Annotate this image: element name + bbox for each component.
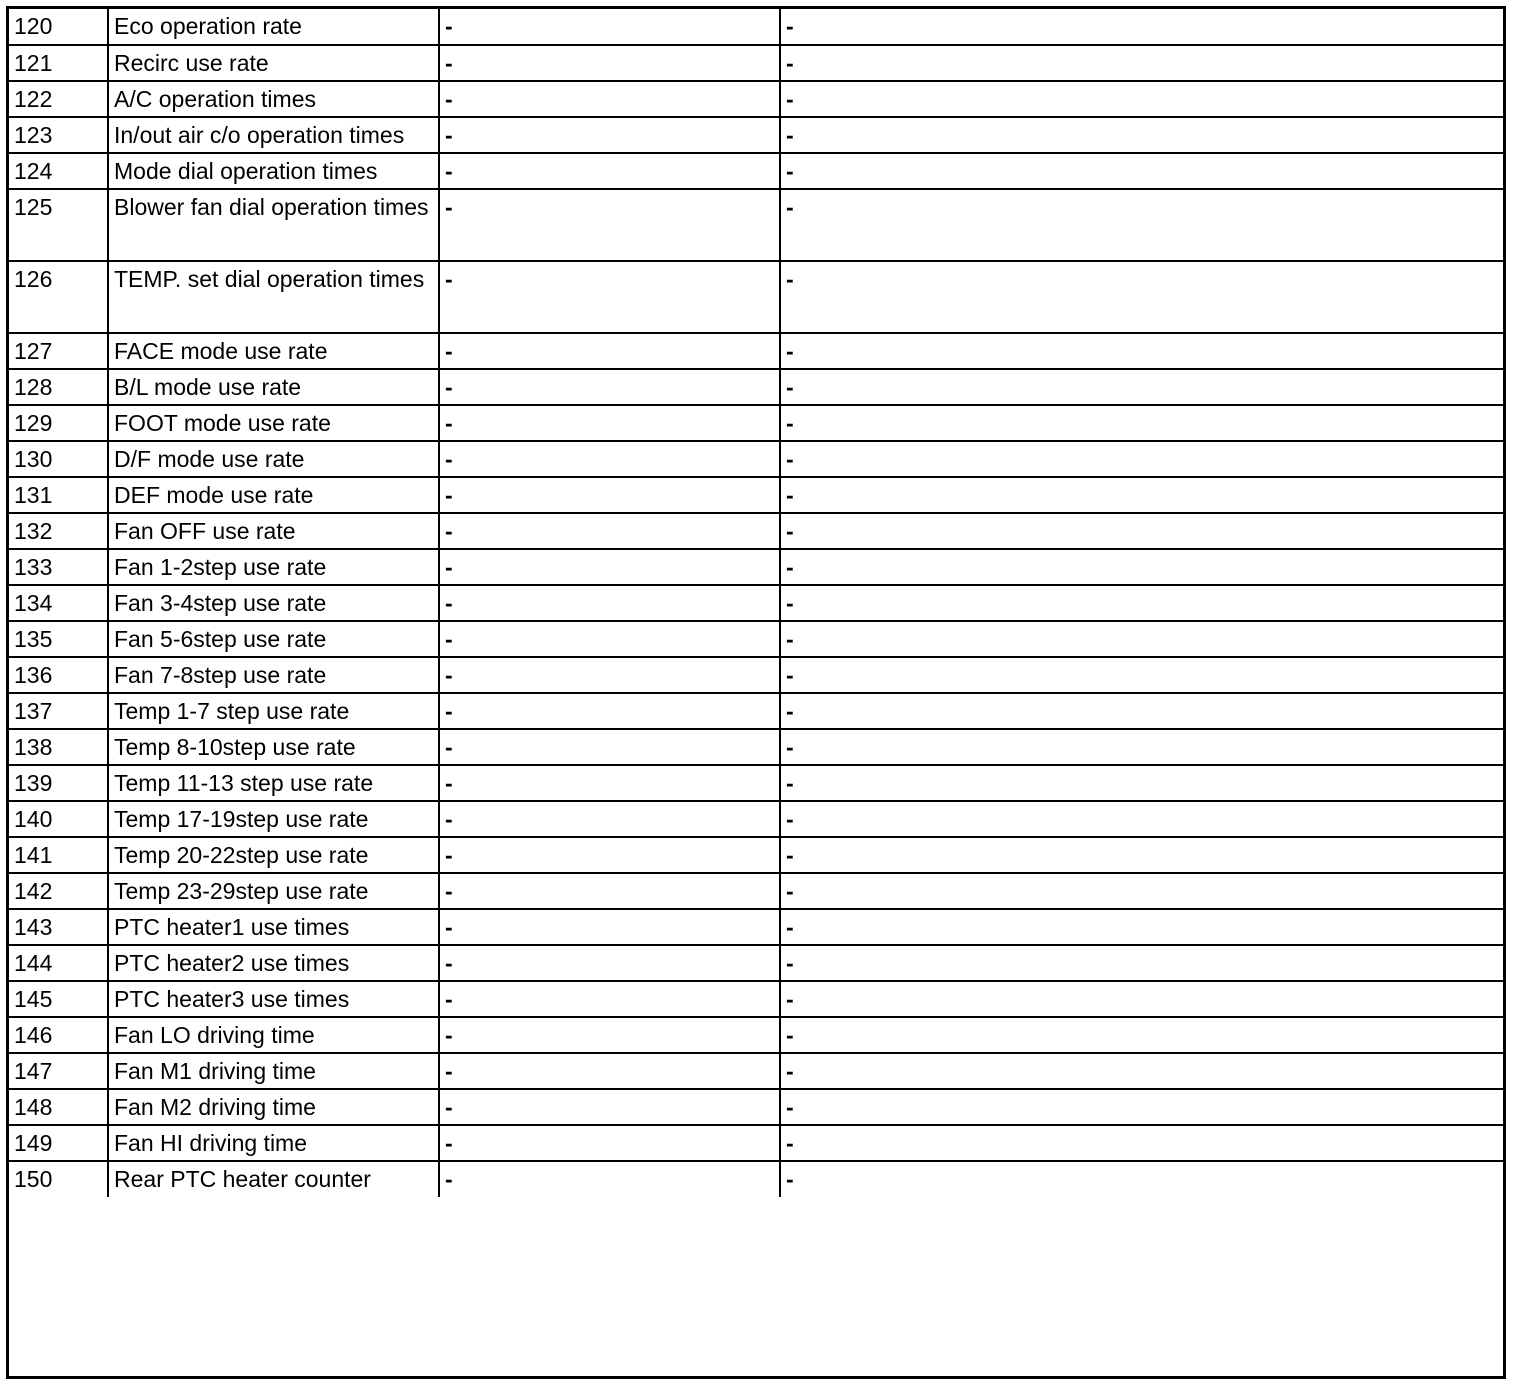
value-cell: - (780, 513, 1503, 549)
table-row (9, 657, 1503, 693)
value-cell: - (780, 873, 1503, 909)
value-cell: - (439, 873, 780, 909)
value-cell: - (439, 729, 780, 765)
row-number-cell: 134 (9, 585, 108, 621)
row-number-cell: 135 (9, 621, 108, 657)
item-name-cell: Fan M1 driving time (108, 1053, 439, 1089)
value-cell: - (439, 1089, 780, 1125)
value-cell: - (780, 9, 1503, 45)
item-name-cell: Fan HI driving time (108, 1125, 439, 1161)
table-row (9, 981, 1503, 1017)
row-number-cell: 127 (9, 333, 108, 369)
table-row (9, 693, 1503, 729)
value-cell: - (780, 729, 1503, 765)
value-cell: - (780, 981, 1503, 1017)
table-row (9, 9, 1503, 45)
row-number-cell: 137 (9, 693, 108, 729)
data-table (9, 9, 1503, 1197)
row-number-cell: 140 (9, 801, 108, 837)
table-row (9, 81, 1503, 117)
value-cell: - (439, 1125, 780, 1161)
row-number-cell: 124 (9, 153, 108, 189)
table-row (9, 1125, 1503, 1161)
table-row (9, 729, 1503, 765)
row-number-cell: 129 (9, 405, 108, 441)
row-number-cell: 133 (9, 549, 108, 585)
value-cell: - (780, 693, 1503, 729)
value-cell: - (780, 945, 1503, 981)
table-row (9, 1053, 1503, 1089)
item-name-cell: Fan 3-4step use rate (108, 585, 439, 621)
value-cell: - (780, 477, 1503, 513)
table-row (9, 585, 1503, 621)
row-number-cell: 138 (9, 729, 108, 765)
value-cell: - (780, 1125, 1503, 1161)
row-number-cell: 126 (9, 261, 108, 333)
item-name-cell: Temp 17-19step use rate (108, 801, 439, 837)
value-cell: - (780, 333, 1503, 369)
row-number-cell: 144 (9, 945, 108, 981)
row-number-cell: 146 (9, 1017, 108, 1053)
table-row (9, 369, 1503, 405)
value-cell: - (780, 45, 1503, 81)
value-cell: - (780, 261, 1503, 333)
item-name-cell: Fan 1-2step use rate (108, 549, 439, 585)
value-cell: - (780, 1017, 1503, 1053)
value-cell: - (780, 153, 1503, 189)
value-cell: - (439, 441, 780, 477)
value-cell: - (780, 1053, 1503, 1089)
item-name-cell: Fan 5-6step use rate (108, 621, 439, 657)
value-cell: - (439, 1161, 780, 1197)
item-name-cell: FACE mode use rate (108, 333, 439, 369)
data-table-frame (6, 6, 1506, 1379)
item-name-cell: Temp 23-29step use rate (108, 873, 439, 909)
value-cell: - (780, 621, 1503, 657)
row-number-cell: 130 (9, 441, 108, 477)
item-name-cell: FOOT mode use rate (108, 405, 439, 441)
table-row (9, 477, 1503, 513)
table-row (9, 1017, 1503, 1053)
table-row (9, 513, 1503, 549)
value-cell: - (780, 1089, 1503, 1125)
item-name-cell: Temp 1-7 step use rate (108, 693, 439, 729)
item-name-cell: Fan M2 driving time (108, 1089, 439, 1125)
item-name-cell: Temp 20-22step use rate (108, 837, 439, 873)
value-cell: - (439, 405, 780, 441)
value-cell: - (780, 1161, 1503, 1197)
row-number-cell: 122 (9, 81, 108, 117)
value-cell: - (439, 801, 780, 837)
table-row (9, 333, 1503, 369)
value-cell: - (439, 81, 780, 117)
value-cell: - (439, 333, 780, 369)
row-number-cell: 143 (9, 909, 108, 945)
table-row (9, 153, 1503, 189)
table-row (9, 1161, 1503, 1197)
item-name-cell: Mode dial operation times (108, 153, 439, 189)
row-number-cell: 125 (9, 189, 108, 261)
item-name-cell: Eco operation rate (108, 9, 439, 45)
value-cell: - (780, 441, 1503, 477)
value-cell: - (439, 693, 780, 729)
item-name-cell: Rear PTC heater counter (108, 1161, 439, 1197)
value-cell: - (439, 45, 780, 81)
table-row (9, 117, 1503, 153)
item-name-cell: In/out air c/o operation times (108, 117, 439, 153)
value-cell: - (439, 657, 780, 693)
row-number-cell: 145 (9, 981, 108, 1017)
table-row (9, 621, 1503, 657)
value-cell: - (780, 909, 1503, 945)
value-cell: - (780, 837, 1503, 873)
item-name-cell: Fan LO driving time (108, 1017, 439, 1053)
row-number-cell: 147 (9, 1053, 108, 1089)
value-cell: - (780, 585, 1503, 621)
item-name-cell: Fan 7-8step use rate (108, 657, 439, 693)
row-number-cell: 142 (9, 873, 108, 909)
value-cell: - (439, 621, 780, 657)
value-cell: - (439, 117, 780, 153)
row-number-cell: 136 (9, 657, 108, 693)
table-row (9, 909, 1503, 945)
item-name-cell: D/F mode use rate (108, 441, 439, 477)
row-number-cell: 150 (9, 1161, 108, 1197)
value-cell: - (780, 549, 1503, 585)
item-name-cell: Recirc use rate (108, 45, 439, 81)
value-cell: - (439, 189, 780, 261)
table-row (9, 945, 1503, 981)
item-name-cell: Fan OFF use rate (108, 513, 439, 549)
item-name-cell: PTC heater2 use times (108, 945, 439, 981)
value-cell: - (439, 585, 780, 621)
table-row (9, 801, 1503, 837)
item-name-cell: Temp 11-13 step use rate (108, 765, 439, 801)
value-cell: - (780, 657, 1503, 693)
table-row (9, 405, 1503, 441)
item-name-cell: A/C operation times (108, 81, 439, 117)
value-cell: - (439, 549, 780, 585)
value-cell: - (439, 837, 780, 873)
value-cell: - (439, 945, 780, 981)
value-cell: - (780, 117, 1503, 153)
row-number-cell: 128 (9, 369, 108, 405)
value-cell: - (439, 369, 780, 405)
value-cell: - (439, 1017, 780, 1053)
value-cell: - (439, 1053, 780, 1089)
value-cell: - (780, 801, 1503, 837)
item-name-cell: DEF mode use rate (108, 477, 439, 513)
value-cell: - (780, 189, 1503, 261)
value-cell: - (439, 153, 780, 189)
row-number-cell: 132 (9, 513, 108, 549)
row-number-cell: 120 (9, 9, 108, 45)
table-row (9, 837, 1503, 873)
value-cell: - (439, 981, 780, 1017)
row-number-cell: 141 (9, 837, 108, 873)
item-name-cell: PTC heater3 use times (108, 981, 439, 1017)
row-number-cell: 121 (9, 45, 108, 81)
value-cell: - (780, 369, 1503, 405)
item-name-cell: B/L mode use rate (108, 369, 439, 405)
row-number-cell: 149 (9, 1125, 108, 1161)
table-row (9, 765, 1503, 801)
row-number-cell: 148 (9, 1089, 108, 1125)
item-name-cell: PTC heater1 use times (108, 909, 439, 945)
table-row (9, 1089, 1503, 1125)
table-row (9, 45, 1503, 81)
value-cell: - (780, 81, 1503, 117)
row-number-cell: 123 (9, 117, 108, 153)
value-cell: - (439, 477, 780, 513)
table-row (9, 261, 1503, 333)
table-row (9, 189, 1503, 261)
table-row (9, 873, 1503, 909)
value-cell: - (439, 513, 780, 549)
table-body (9, 9, 1503, 1197)
value-cell: - (439, 261, 780, 333)
value-cell: - (780, 765, 1503, 801)
value-cell: - (439, 909, 780, 945)
item-name-cell: TEMP. set dial operation times (108, 261, 439, 333)
value-cell: - (439, 765, 780, 801)
value-cell: - (780, 405, 1503, 441)
row-number-cell: 131 (9, 477, 108, 513)
table-row (9, 441, 1503, 477)
row-number-cell: 139 (9, 765, 108, 801)
item-name-cell: Blower fan dial operation times (108, 189, 439, 261)
item-name-cell: Temp 8-10step use rate (108, 729, 439, 765)
value-cell: - (439, 9, 780, 45)
table-row (9, 549, 1503, 585)
